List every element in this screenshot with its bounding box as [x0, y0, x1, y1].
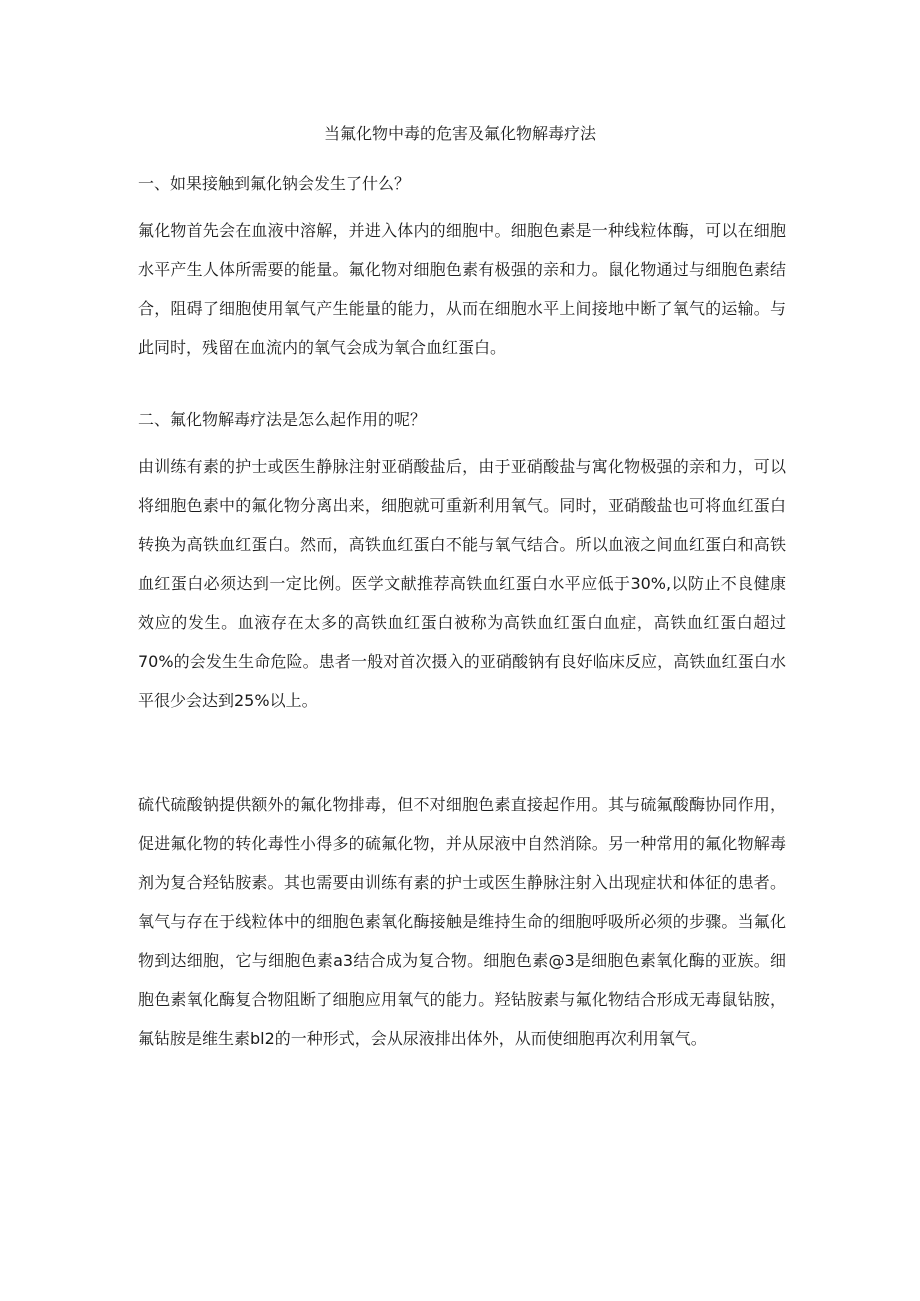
section-2-paragraph-1: 由训练有素的护士或医生静脉注射亚硝酸盐后，由于亚硝酸盐与寓化物极强的亲和力，可以将细胞色素中的氟化物分离出来，细胞就可重新利用氧气。同时，亚硝酸盐也可将血红蛋白转换为高铁血红蛋白。然而，高铁血红蛋白不能与氧气结合。所以血液之间血红蛋白和高铁血红蛋白必须达到一定比例。医学文献推荐高铁血红蛋白水平应低于30%,以防止不良健康效应的发生。血液存在太多的高铁血红蛋白被称为高铁血红蛋白血症，高铁血红蛋白超过70%的会发生生命危险。患者一般对首次摄入的亚硝酸钠有良好临床反应，高铁血红蛋白水平很少会达到25%以上。	[138, 457, 786, 710]
section-2-paragraph-2: 硫代硫酸钠提供额外的氟化物排毒，但不对细胞色素直接起作用。其与硫氟酸酶协同作用，促进氟化物的转化毒性小得多的硫氟化物，并从尿液中自然消除。另一种常用的氟化物解毒剂为复合羟钻胺素。其也需要由训练有素的护士或医生静脉注射入出现症状和体征的患者。氧气与存在于线粒体中的细胞色素氧化酶接触是维持生命的细胞呼吸所必须的步骤。当氟化物到达细胞，它与细胞色素a3结合成为复合物。细胞色素@3是细胞色素氧化酶的亚族。细胞色素氧化酶复合物阻断了细胞应用氧气的能力。羟钻胺素与氟化物结合形成无毒鼠钻胺，氟钻胺是维生素bl2的一种形式，会从尿液排出体外，从而使细胞再次利用氧气。	[138, 795, 786, 1048]
section-heading-2: 二、氟化物解毒疗法是怎么起作用的呢？	[138, 410, 427, 429]
section-1-paragraph-1: 氟化物首先会在血液中溶解，并进入体内的细胞中。细胞色素是一种线粒体酶，可以在细胞水平产生人体所需要的能量。氟化物对细胞色素有极强的亲和力。鼠化物通过与细胞色素结合，阻碍了细胞使用氧气产生能量的能力，从而在细胞水平上间接地中断了氧气的运输。与此同时，残留在血流内的氧气会成为氧合血红蛋白。	[138, 221, 786, 357]
document-title: 当氟化物中毒的危害及氟化物解毒疗法	[323, 124, 596, 143]
section-heading-1: 一、如果接触到氟化钠会发生了什么？	[138, 174, 411, 193]
